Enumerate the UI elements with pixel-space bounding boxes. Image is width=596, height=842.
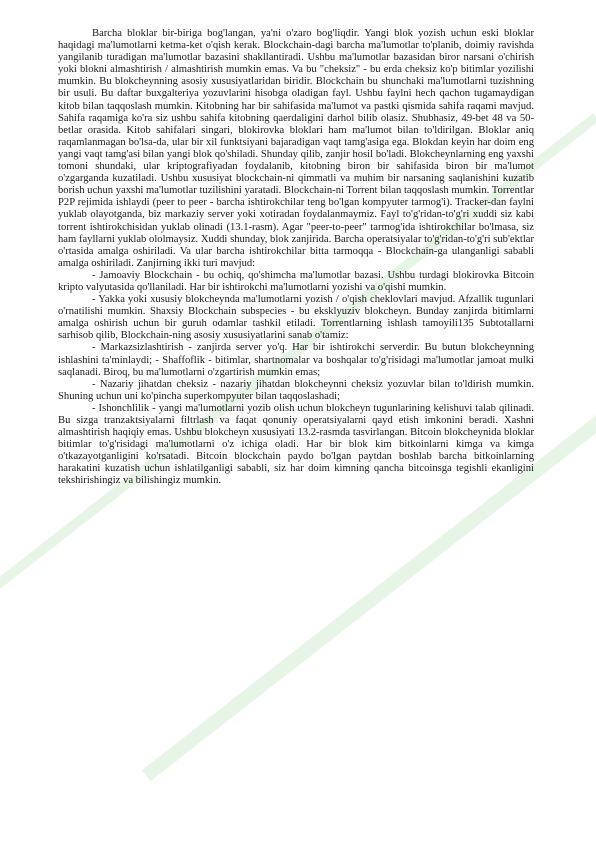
document-body (58, 28, 534, 488)
paragraph-intro: Barcha bloklar bir-biriga bog'langan, ya'ni o'zaro bog'liqdir. Yangi blok yozish uchun eski bloklar haqidagi ma'lumotlarni ketma-ket o'qish kerak. Blockchain-dagi barcha ma'lumotlar to'planib, doimiy ravishda yangilanib turadigan ma'lumotlar bazasini shakllantiradi. Ushbu ma'lumotlar bazasidan biror narsani o'chirish yoki blokni almashtirish / almashtirish mumkin emas. Va bu "cheksiz" - bu erda cheksiz ko'p bitimlar yozilishi mumkin. Bu blokcheynning asosiy xususiyatlaridan biridir. Blockchain bu shunchaki ma'lumotlarni tuzishning bir usuli. Bu daftar buxgalteriya yozuvlarini hisobga oladigan fayl. Ushbu faylni hech qachon tugamaydigan kitob bilan taqqoslash mumkin. Kitobning har bir sahifasida ma'lumot va pastki qismida sahifa raqami mavjud. Sahifa raqamiga ko'ra siz ushbu sahifa kitobning qaerdaligini darhol bilib olasiz. Shubhasiz, 49-bet 48 va 50-betlar orasida. Kitob sahifalari singari, blokirovka bloklari ham ma'lumot bilan to'ldirilgan. Bloklar aniq raqamlanmagan bo'lsa-da, ular bir xil funktsiyani bajaradigan vaqt tamg'asiga ega. Blokdan keyin har doim eng yangi vaqt tamg'asi bilan yangi blok qo'shiladi. Shunday qilib, zanjir hosil bo'ladi. Blokcheynlarning eng yaxshi tomoni shundaki, ular kriptografiyadan foydalanib, kitobning biron bir sahifasida biron bir ma'lumot o'zgarganda kuzatiladi. Ushbu xususiyat blockchain-ni qimmatli va muhim bir narsaning saqlanishini kuzatib borish uchun yaxshi ma'lumotlar tuzilishini yaratadi. Blockchain-ni Torrent bilan taqqoslash mumkin. Torrentlar P2P rejimida ishlaydi (peer to peer - barcha ishtirokchilar teng bo'lgan kompyuter tarmog'i). Tracker-dan faylni yuklab olayotganda, biz markaziy server yoki xotiradan foydalanmaymiz. Fayl to'g'ridan-to'g'ri xuddi siz kabi torrent ishtirokchisidan yuklab olinadi (13.1-rasm). Agar "peer-to-peer" tarmog'ida ishtirokchilar bo'lmasa, siz ham fayllarni yuklab ololmaysiz. Xuddi shunday, blok zanjirida. Barcha operatsiyalar to'g'ridan-to'g'ri sub'ektlar o'rtasida amalga oshiriladi. Va ular barcha ishtirokchilar bitta tarmoqqa - Blockchain-ga ulanganligi sababli amalga oshiriladi. Zanjirning ikki turi mavjud: (58, 28, 534, 269)
paragraph-reliability: - Ishonchlilik - yangi ma'lumotlarni yozib olish uchun blokcheyn tugunlarining kelishuvi talab qilinadi. Bu sizga tranzaktsiyalarni filtrlash va faqat qonuniy operatsiyalarni qayd etish imkonini beradi. Xashni almashtirish haqiqiy emas. Ushbu blokcheyn xususiyati 13.2-rasmda tasvirlangan. Bitcoin blokcheynida bloklar bitimlar to'g'risidagi ma'lumotlarni o'z ichiga oladi. Har bir blok kim bitkoinlarni kimga va kimga o'tkazayotganligini ko'rsatadi. Bitcoin blockchain paydo bo'lgan paytdan boshlab barcha bitkoinlarning harakatini kuzatish uchun ishlatilganligi sababli, siz har doim kimning qancha bitcoinsga tegishli ekanligini tekshirishingiz va bilishingiz mumkin. (58, 402, 534, 487)
paragraph-private-blockchain: - Yakka yoki xususiy blokcheynda ma'lumotlarni yozish / o'qish cheklovlari mavjud. Afzallik tugunlari o'rnatilishi mumkin. Shaxsiy Blockchain subspecies - bu eksklyuziv blokcheyn. Bunday zanjirda bitimlarni amalga oshirish uchun bir guruh odamlar tashkil etiladi. Torrentlarning ishlash tamoyili135 Subtotallarni sarhisob qilib, Blockchain-ning asosiy xususiyatlarini sanab o'tamiz: (58, 294, 534, 342)
paragraph-public-blockchain: - Jamoaviy Blockchain - bu ochiq, qo'shimcha ma'lumotlar bazasi. Ushbu turdagi blokirovka Bitcoin kripto valyutasida qo'llaniladi. Har bir ishtirokchi ma'lumotlarni yozishi va o'qishi mumkin. (58, 269, 534, 293)
paragraph-infinite: - Nazariy jihatdan cheksiz - nazariy jihatdan blokcheynni cheksiz yozuvlar bilan to'ldirish mumkin. Shuning uchun uni ko'pincha superkompyuter bilan taqqoslashadi; (58, 378, 534, 402)
paragraph-decentralization: - Markazsizlashtirish - zanjirda server yo'q. Har bir ishtirokchi serverdir. Bu butun blokcheynning ishlashini ta'minlaydi; - Shaffoflik - bitimlar, shartnomalar va boshqalar to'g'risidagi ma'lumotlar jamoat mulki saqlanadi. Biroq, bu ma'lumotlarni o'zgartirish mumkin emas; (58, 342, 534, 378)
